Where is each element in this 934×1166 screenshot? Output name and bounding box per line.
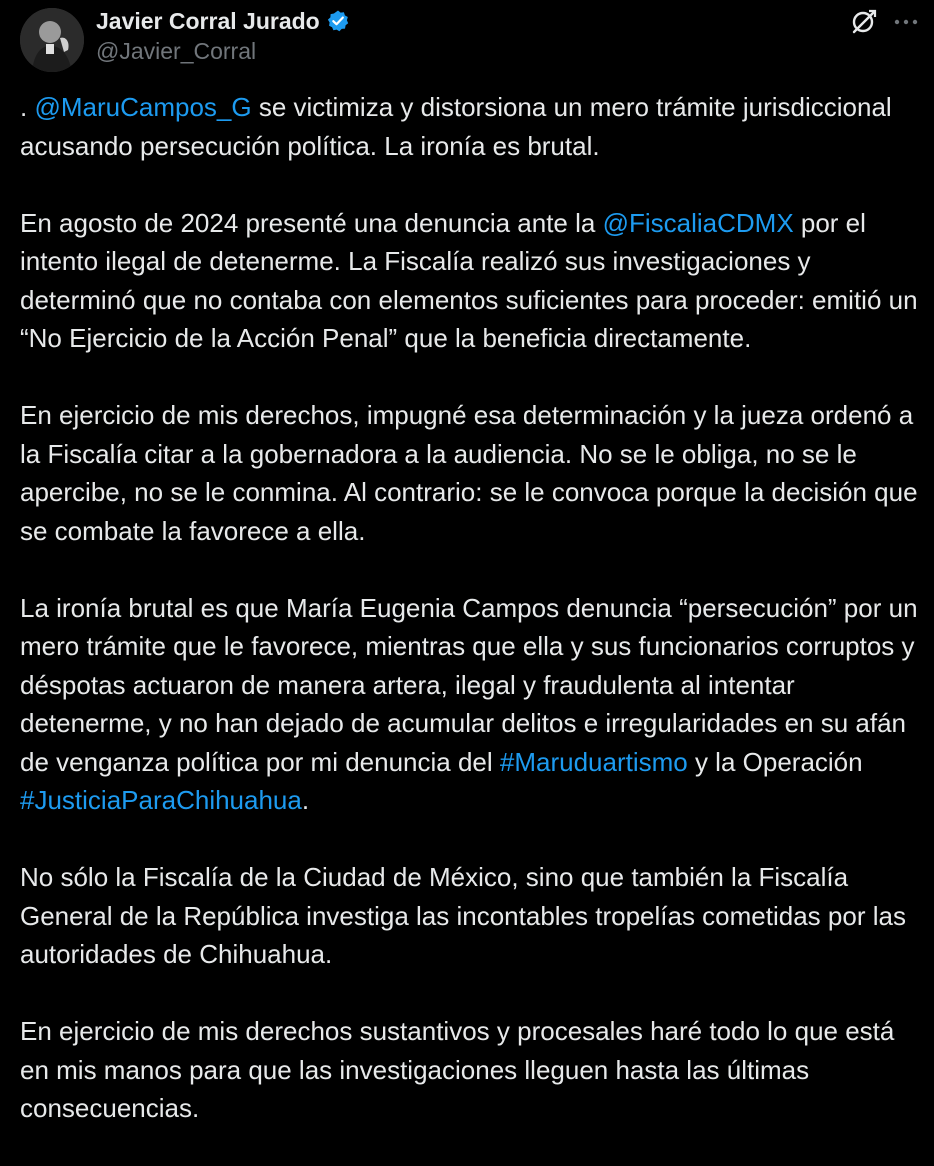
- text-span: se victimiza y distorsiona un mero trámite jurisdiccional acusando persecución política. La ironía es brutal.: [20, 92, 892, 161]
- text-span: por el intento ilegal de detenerme. La Fiscalía realizó sus investigaciones y determinó que no contaba con elementos suficientes para proceder: emitió un “No Ejercicio de la Acción Penal” que la beneficia directamente.: [20, 207, 918, 353]
- tweet-text: [20, 88, 925, 1166]
- tweet-paragraph-4: [20, 589, 925, 820]
- grok-icon[interactable]: [850, 8, 878, 36]
- text-span: y la Operación: [687, 746, 863, 777]
- hashtag-link[interactable]: #JusticiaParaChihuahua: [20, 785, 302, 815]
- tweet-header: [20, 8, 920, 72]
- tweet-paragraph-5: No sólo la Fiscalía de la Ciudad de México, sino que también la Fiscalía General de la República investiga las incontables tropelías cometidas por las autoridades de Chihuahua.: [20, 862, 906, 969]
- tweet-paragraph-6: En ejercicio de mis derechos sustantivos y procesales haré todo lo que está en mis manos para que las investigaciones lleguen hasta las últimas consecuencias.: [20, 1016, 895, 1123]
- tweet-paragraph-3: En ejercicio de mis derechos, impugné esa determinación y la jueza ordenó a la Fiscalía citar a la gobernadora a la audiencia. No se le obliga, no se le apercibe, no se le conmina. Al contrario: se le convoca porque la decisión que se combate la favorece a ella.: [20, 400, 918, 546]
- tweet-paragraph-1: [20, 88, 925, 165]
- verified-badge-icon: [326, 9, 350, 33]
- hashtag-link[interactable]: #Maruduartismo: [499, 746, 688, 777]
- text-span: La ironía brutal es que María Eugenia Campos denuncia “persecución” por un mero trámite que le favorece, mientras que ella y sus funcionarios corruptos y déspotas actuaron de manera artera, ilegal y fraudulenta al intentar detenerme, y no han dejado de acumular delitos e irregularidades en su afán de venganza política por mi denuncia del: [20, 592, 918, 777]
- mention-link[interactable]: @FiscaliaCDMX: [602, 207, 794, 238]
- author-display-name[interactable]: Javier Corral Jurado: [96, 7, 320, 34]
- author-names: [96, 8, 350, 65]
- avatar[interactable]: [20, 8, 84, 72]
- author-handle[interactable]: @Javier_Corral: [96, 38, 257, 64]
- text-span: .: [301, 785, 310, 815]
- text-span: En agosto de 2024 presenté una denuncia ante la: [20, 207, 603, 238]
- mention-link[interactable]: @MaruCampos_G: [34, 92, 252, 122]
- text-span: .: [20, 92, 35, 122]
- more-icon[interactable]: [892, 10, 920, 34]
- tweet-paragraph-2: [20, 204, 925, 358]
